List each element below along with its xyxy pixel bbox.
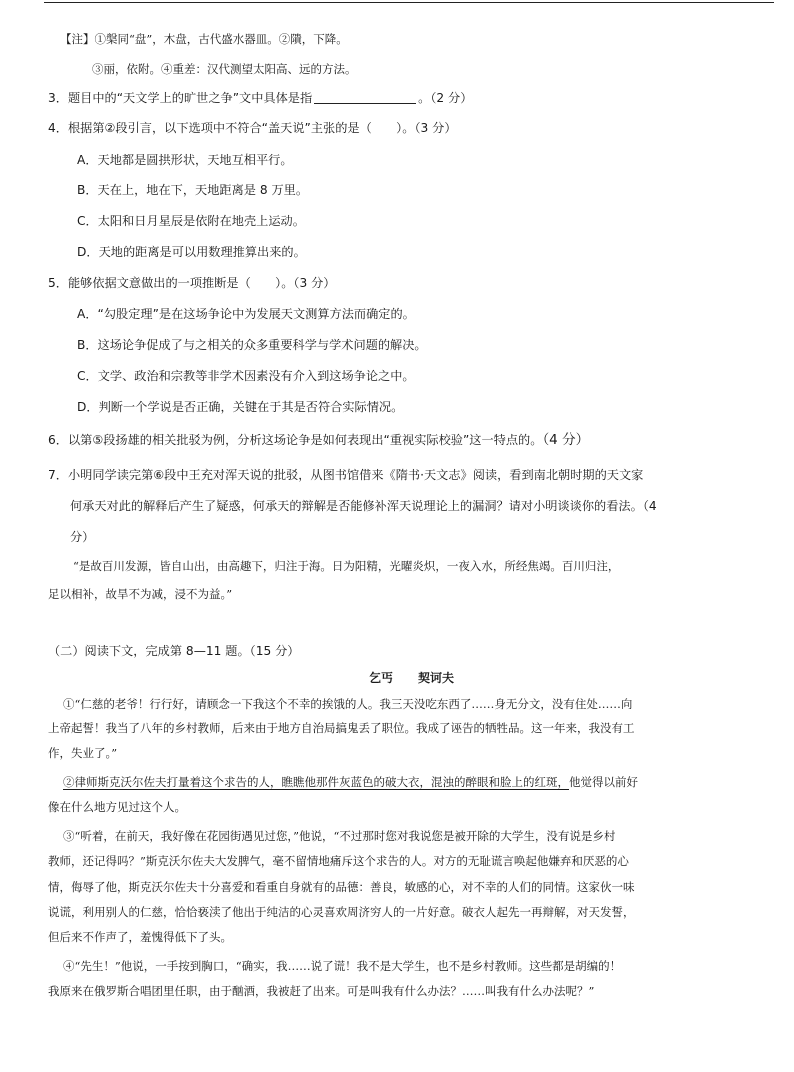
paragraph-2-continuation: 他觉得以前好	[569, 775, 638, 789]
question-4-option-a: A．天地都是圆拱形状，天地互相平行。	[77, 153, 293, 167]
underlined-sentence: ②律师斯克沃尔佐夫打量着这个求告的人，瞧瞧他那件灰蓝色的破大衣，混浊的醉眼和脸上的红斑，	[63, 775, 569, 789]
question-4-option-b: B．天在上，地在下，天地距离是 8 万里。	[77, 183, 309, 197]
story-title: 乞丐	[369, 671, 394, 685]
question-3-score: 。（2 分）	[418, 91, 473, 105]
story-paragraph-3-line-4: 说谎，利用别人的仁慈，恰恰亵渎了他出于纯洁的心灵喜欢周济穷人的一片好意。破衣人起先一再辩解，对天发誓，	[48, 905, 635, 919]
quote-line-2: 足以相补，故旱不为减，浸不为益。”	[48, 587, 233, 601]
question-5-option-d: D．判断一个学说是否正确，关键在于其是否符合实际情况。	[77, 400, 404, 414]
question-7-line-1: 7．小明同学读完第⑥段中王充对浑天说的批驳，从图书馆借来《隋书·天文志》阅读，看到南北朝时期的天文家	[48, 468, 644, 482]
question-5-option-b: B．这场论争促成了与之相关的众多重要科学与学术问题的解决。	[77, 338, 427, 352]
story-author: 契诃夫	[418, 671, 455, 685]
story-paragraph-4-line-2: 我原来在俄罗斯合唱团里任职，由于酗酒，我被赶了出来。可是叫我有什么办法？……叫我有什么办法呢？”	[48, 984, 595, 998]
question-4-option-c: C．太阳和日月星辰是依附在地壳上运动。	[77, 214, 305, 228]
note-line-2: ③丽，依附。④重差：汉代测望太阳高、远的方法。	[92, 62, 357, 76]
quote-line-1: “是故百川发源，皆自山出，由高趣下，归注于海。日为阳精，光曜炎炽，一夜入水，所经焦竭。百川归注，	[73, 559, 620, 573]
question-5-option-c: C．文学、政治和宗教等非学术因素没有介入到这场争论之中。	[77, 369, 415, 383]
story-paragraph-4-line-1: ④“先生！”他说，一手按到胸口，“确实，我……说了谎！我不是大学生，也不是乡村教师。这些都是胡编的！	[63, 959, 622, 973]
question-6-score: （4 分）	[542, 432, 590, 448]
story-paragraph-1-line-2: 上帝起誓！我当了八年的乡村教师，后来由于地方自治局搞鬼丢了职位。我成了诬告的牺牲品。这一年来，我没有工	[48, 721, 635, 735]
story-paragraph-3-line-3: 情，侮辱了他，斯克沃尔佐夫十分喜爱和看重自身就有的品德：善良，敏感的心，对不幸的人们的同情。这家伙一味	[48, 880, 635, 894]
question-4-option-d: D．天地的距离是可以用数理推算出来的。	[77, 245, 306, 259]
question-3-text: 3．题目中的“天文学上的旷世之争”文中具体是指	[48, 91, 313, 105]
question-6	[48, 430, 589, 450]
question-7-line-3: 分）	[70, 530, 95, 544]
question-7-line-2: 何承天对此的解释后产生了疑惑，何承天的辩解是否能修补浑天说理论上的漏洞？请对小明谈谈你的看法。（4	[70, 499, 657, 513]
story-paragraph-3-line-2: 教师，还记得吗？”斯克沃尔佐夫大发脾气，毫不留情地痛斥这个求告的人。对方的无耻谎言唤起他嫌弃和厌恶的心	[48, 854, 629, 868]
question-4-stem: 4．根据第②段引言，以下选项中不符合“盖天说”主张的是（ ）。（3 分）	[48, 121, 457, 135]
question-5-option-a: A．“勾股定理”是在这场争论中为发展天文测算方法而确定的。	[77, 307, 415, 321]
answer-blank[interactable]	[314, 90, 416, 104]
story-paragraph-2-line-2: 像在什么地方见过这个人。	[48, 800, 186, 814]
story-paragraph-1-line-1: ①“仁慈的老爷！行行好，请顾念一下我这个不幸的挨饿的人。我三天没吃东西了……身无分文，没有住处……向	[63, 697, 633, 711]
question-3	[48, 88, 472, 108]
story-paragraph-3-line-1: ③“听着，在前天，我好像在花园街遇见过您，”他说，“不过那时您对我说您是被开除的大学生，没有说是乡村	[63, 829, 616, 843]
section-2-heading: （二）阅读下文，完成第 8—11 题。（15 分）	[48, 644, 300, 658]
top-rule	[44, 2, 774, 3]
story-paragraph-3-line-5: 但后来不作声了，羞愧得低下了头。	[48, 930, 232, 944]
story-paragraph-2-line-1	[63, 772, 638, 792]
story-paragraph-1-line-3: 作，失业了。”	[48, 746, 118, 760]
question-5-stem: 5．能够依据文意做出的一项推断是（ ）。（3 分）	[48, 276, 336, 290]
question-6-text: 6．以第⑤段扬雄的相关批驳为例，分析这场论争是如何表现出“重视实际校验”这一特点的。	[48, 433, 543, 447]
note-line-1: 【注】①槃同“盘”，木盘，古代盛水器皿。②隤，下降。	[60, 32, 348, 46]
